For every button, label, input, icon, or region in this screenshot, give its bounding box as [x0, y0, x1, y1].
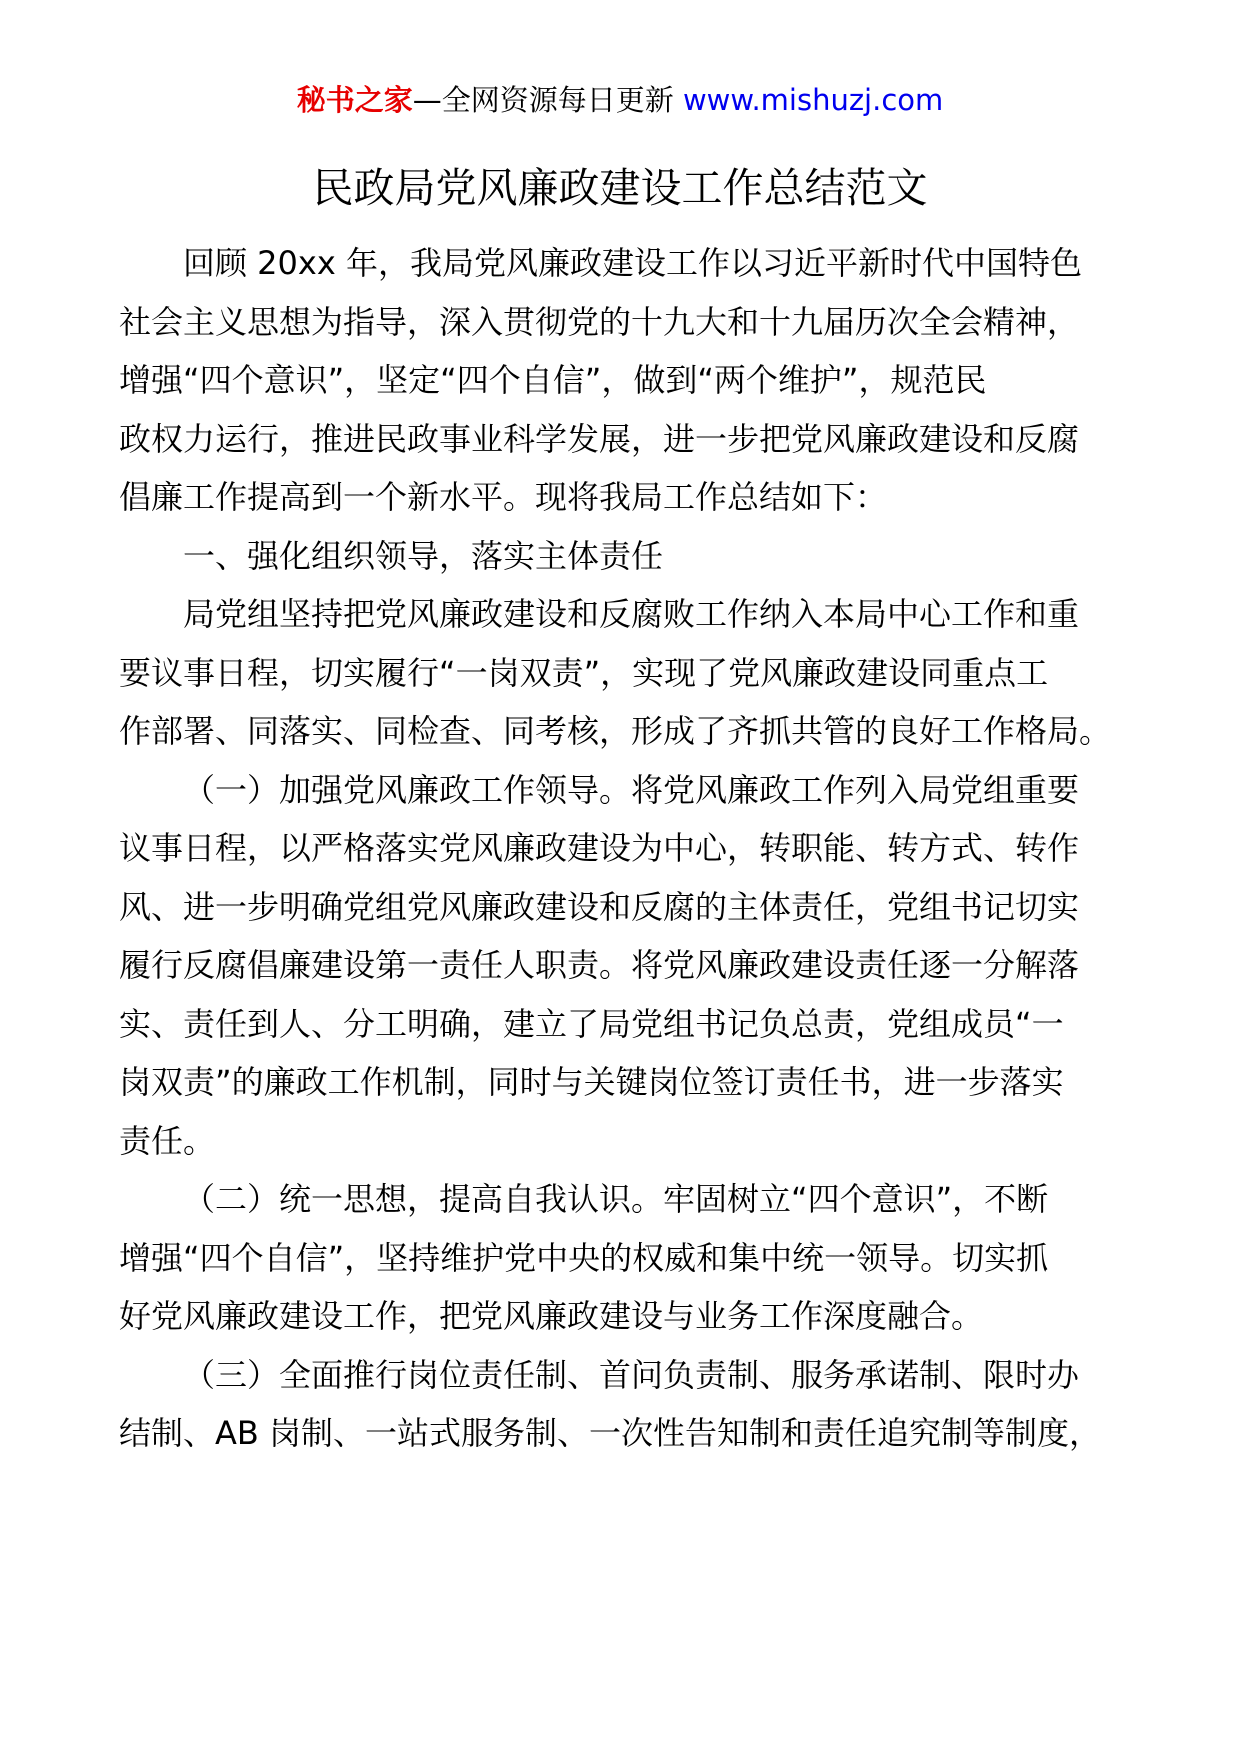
text-line: （三）全面推行岗位责任制、首问负责制、服务承诺制、限时办 [183, 1355, 1080, 1394]
text-line: 实、责任到人、分工明确，建立了局党组书记负总责，党组成员“一 [119, 1004, 1064, 1043]
paragraph-item-2 [119, 1170, 1119, 1346]
text-line: 局党组坚持把党风廉政建设和反腐败工作纳入本局中心工作和重 [183, 595, 1080, 633]
text-line: （二）统一思想，提高自我认识。牢固树立“四个意识”，不断 [183, 1180, 1049, 1218]
text-line: 作部署、同落实、同检查、同考核，形成了齐抓共管的良好工作格局。 [119, 712, 1112, 750]
text-line: 好党风廉政建设工作，把党风廉政建设与业务工作深度融合。 [119, 1297, 984, 1335]
site-tagline: —全网资源每日更新 [412, 83, 683, 117]
text-line: 履行反腐倡廉建设第一责任人职责。将党风廉政建设责任逐一分解落 [119, 946, 1080, 984]
text-line: 结制、AB 岗制、一站式服务制、一次性告知制和责任追究制等制度， [119, 1414, 1102, 1452]
text-line: 倡廉工作提高到一个新水平。现将我局工作总结如下： [119, 478, 888, 516]
text-line: 回顾 20xx 年，我局党风廉政建设工作以习近平新时代中国特色 [183, 244, 1082, 282]
document-title: 民政局党风廉政建设工作总结范文 [312, 164, 928, 212]
text-line: 一、强化组织领导，落实主体责任 [183, 536, 664, 575]
paragraph-item-3 [119, 1346, 1119, 1463]
site-url-link[interactable]: www.mishuzj.com [682, 83, 944, 117]
text-line: 政权力运行，推进民政事业科学发展，进一步把党风廉政建设和反腐 [119, 419, 1080, 458]
document-body [119, 234, 1119, 1463]
text-line: 增强“四个意识”，坚定“四个自信”，做到“两个维护”，规范民 [119, 361, 987, 399]
paragraph-item-1 [119, 761, 1119, 1171]
site-header [0, 80, 1240, 120]
paragraph-section-1 [119, 585, 1119, 761]
text-line: 岗双责”的廉政工作机制，同时与关键岗位签订责任书，进一步落实 [119, 1063, 1064, 1101]
text-line: 风、进一步明确党组党风廉政建设和反腐的主体责任，党组书记切实 [119, 887, 1080, 926]
text-line: 责任。 [119, 1121, 216, 1160]
text-line: 议事日程，以严格落实党风廉政建设为中心，转职能、转方式、转作 [119, 829, 1080, 867]
text-line: 社会主义思想为指导，深入贯彻党的十九大和十九届历次全会精神， [119, 302, 1080, 341]
site-brand: 秘书之家 [296, 83, 413, 117]
paragraph-intro [119, 234, 1119, 527]
text-line: 增强“四个自信”，坚持维护党中央的权威和集中统一领导。切实抓 [119, 1238, 1049, 1277]
section-heading [119, 527, 1119, 586]
text-line: 要议事日程，切实履行“一岗双责”，实现了党风廉政建设同重点工 [119, 653, 1049, 692]
text-line: （一）加强党风廉政工作领导。将党风廉政工作列入局党组重要 [183, 770, 1080, 809]
